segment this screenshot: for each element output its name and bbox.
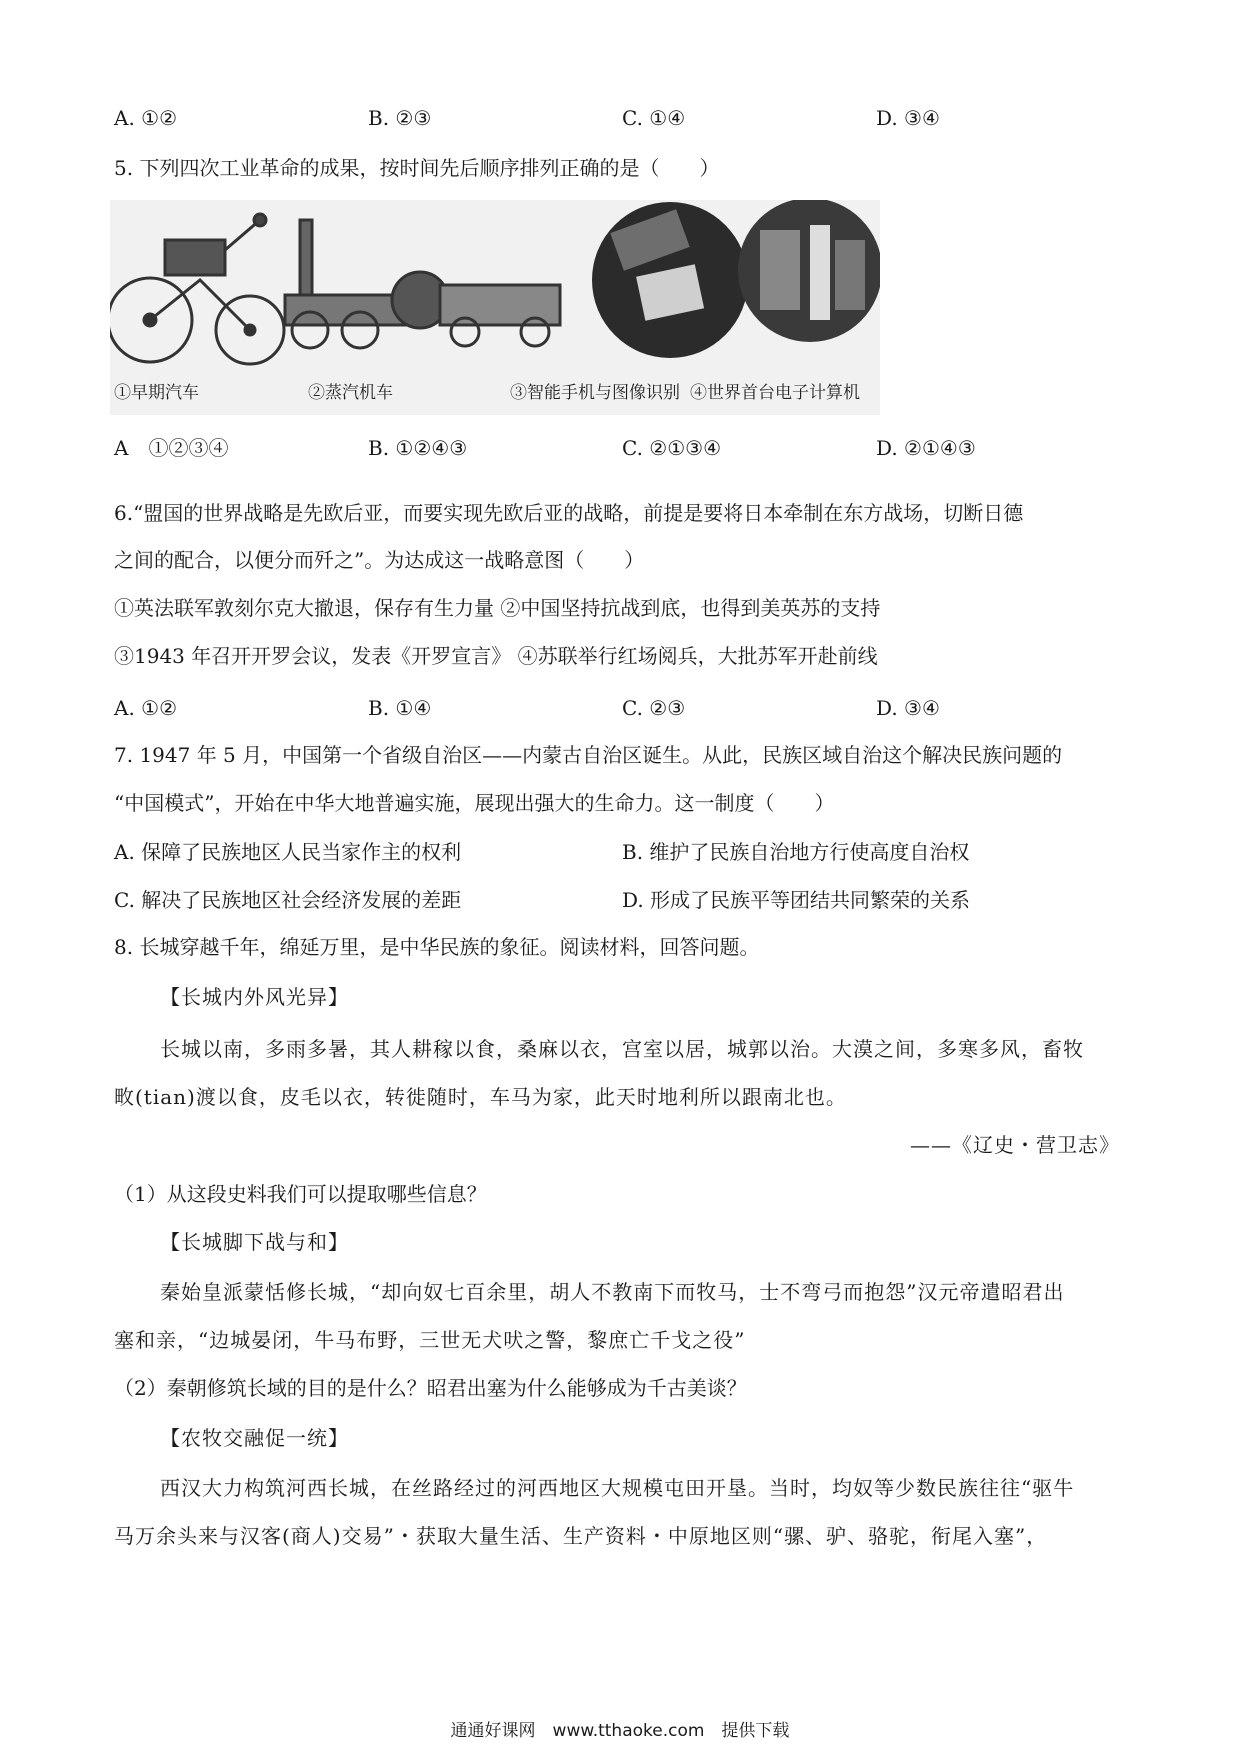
computer-illustration [738,200,880,342]
page-footer: 通通好课网 www.tthaoke.com 提供下载 [450,1721,790,1741]
caption-smartphone: ③智能手机与图像识别 [510,383,680,403]
caption-steam-locomotive: ②蒸汽机车 [308,383,393,403]
q7-option-a: A. 保障了民族地区人民当家作主的权利 [114,840,462,864]
q7-option-b: B. 维护了民族自治地方行使高度自治权 [622,840,970,864]
early-car-illustration [110,214,284,364]
q8-section2-line2: 塞和亲，“边城晏闭，牛马布野，三世无犬吠之警，黎庶亡千戈之役” [114,1328,746,1352]
q5-option-a: A ①②③④ [114,436,229,460]
q6-stem-line1: 6.“盟国的世界战略是先欧后亚，而要实现先欧后亚的战略，前提是要将日本牵制在东方战场，切断日德 [114,501,1024,525]
caption-early-car: ①早期汽车 [114,383,199,403]
q4-option-c: C. ①④ [622,106,686,130]
q8-sub-question1: （1）从这段史料我们可以提取哪些信息？ [114,1182,487,1206]
q4-option-a: A. ①② [114,106,178,130]
steam-locomotive-illustration [285,220,560,348]
q4-option-b: B. ②③ [368,106,432,130]
q7-stem-line1: 7. 1947 年 5 月，中国第一个省级自治区——内蒙古自治区诞生。从此，民族区域自治这个解决民族问题的 [114,743,1063,767]
q6-stem-line2: 之间的配合，以便分而歼之”。为达成这一战略意图（ ） [114,548,645,572]
q6-option-b: B. ①④ [368,696,432,720]
q4-option-d: D. ③④ [876,106,940,130]
q8-section3-line1: 西汉大力构筑河西长城，在丝路经过的河西地区大规模屯田开垦。当时，均奴等少数民族往往“驱牛 [160,1476,1075,1500]
q7-option-d: D. 形成了民族平等团结共同繁荣的关系 [622,888,971,912]
q5-option-c: C. ②①③④ [622,436,722,460]
q6-items-line1: ①英法联军敦刻尔克大撤退，保存有生力量 ②中国坚持抗战到底，也得到美英苏的支持 [114,596,881,620]
q7-stem-line2: “中国模式”，开始在中华大地普遍实施，展现出强大的生命力。这一制度（ ） [114,791,835,815]
q8-section2-title: 【长城脚下战与和】 [160,1230,349,1254]
q5-option-d: D. ②①④③ [876,436,976,460]
q6-items-line2: ③1943 年召开开罗会议，发表《开罗宣言》 ④苏联举行红场阅兵，大批苏军开赴前线 [114,644,878,668]
q8-section3-line2: 马万余头来与汉客(商人)交易”・获取大量生活、生产资料・中原地区则“骡、驴、骆驼，衔尾入塞”， [114,1524,1048,1548]
smartphone-illustration [592,202,748,358]
q8-stem: 8. 长城穿越千年，绵延万里，是中华民族的象征。阅读材料，回答问题。 [114,935,760,959]
q5-figure [110,200,880,415]
q6-option-d: D. ③④ [876,696,940,720]
q8-section2-line1: 秦始皇派蒙恬修长城，“却向奴七百余里，胡人不教南下而牧马，士不弯弓而抱怨”汉元帝遣昭君出 [160,1280,1065,1304]
q6-option-a: A. ①② [114,696,178,720]
q8-section1-line1: 长城以南，多雨多暑，其人耕稼以食，桑麻以衣，宫室以居，城郭以治。大漠之间，多寒多风，畜牧 [160,1037,1084,1061]
q8-section1-title: 【长城内外风光异】 [160,985,349,1009]
q8-section1-line2: 畋(tian)渡以食，皮毛以衣，转徙随时，车马为家，此天时地利所以跟南北也。 [114,1085,847,1109]
q5-option-b: B. ①②④③ [368,436,468,460]
q8-sub-question2: （2）秦朝修筑长域的目的是什么？昭君出塞为什么能够成为千古美谈？ [114,1376,747,1400]
q7-option-c: C. 解决了民族地区社会经济发展的差距 [114,888,462,912]
caption-computer: ④世界首台电子计算机 [690,383,860,403]
q8-section1-source: ——《辽史・营卫志》 [910,1133,1120,1157]
q5-stem: 5. 下列四次工业革命的成果，按时间先后顺序排列正确的是（ ） [114,156,720,180]
q6-option-c: C. ②③ [622,696,686,720]
q8-section3-title: 【农牧交融促一统】 [160,1426,349,1450]
